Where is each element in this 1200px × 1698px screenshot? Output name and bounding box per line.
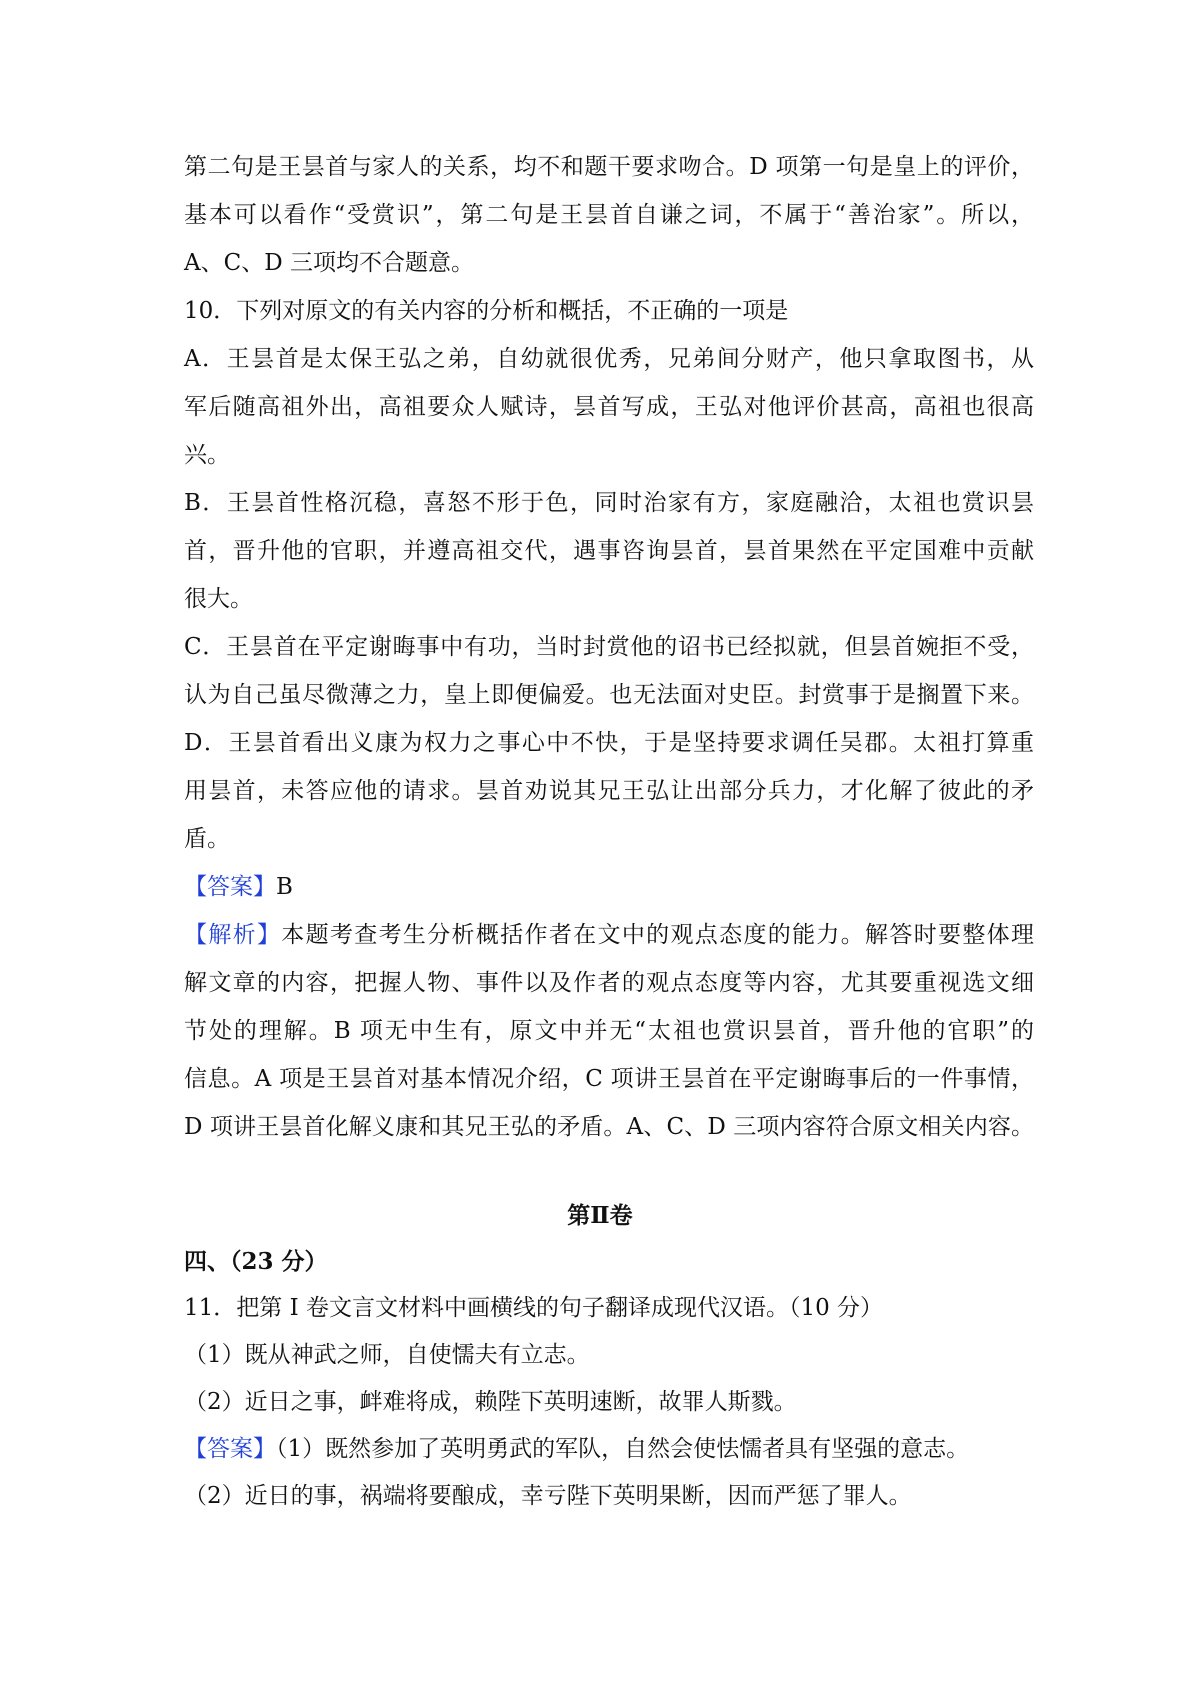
analysis-line	[184, 920, 1034, 950]
answer-value: B	[276, 874, 293, 900]
answer-text: （1）既然参加了英明勇武的军队，自然会使怯懦者具有坚强的意志。	[276, 1436, 970, 1462]
option-b-line: 首，晋升他的官职，并遵高祖交代，遇事咨询昙首，昙首果然在平定国难中贡献	[184, 538, 1034, 564]
section-title: 第Ⅱ卷	[567, 1202, 633, 1229]
answer-tag: 【答案】	[184, 1436, 276, 1462]
analysis-line: 解文章的内容，把握人物、事件以及作者的观点态度等内容，尤其要重视选文细	[184, 970, 1034, 996]
option-c-line: 认为自己虽尽微薄之力，皇上即便偏爱。也无法面对史臣。封赏事于是搁置下来。	[184, 682, 1034, 708]
sentence-1: （1）既从神武之师，自使懦夫有立志。	[184, 1342, 590, 1368]
option-a-line: 兴。	[184, 442, 230, 468]
paragraph-line: A、C、D 三项均不合题意。	[184, 250, 474, 276]
answer-line: （2）近日的事，祸端将要酿成，幸亏陛下英明果断，因而严惩了罪人。	[184, 1483, 912, 1509]
paragraph-line: 基本可以看作“受赏识”，第二句是王昙首自谦之词，不属于“善治家”。所以，	[184, 202, 1034, 228]
answer-tag: 【答案】	[184, 874, 276, 900]
option-d-line: D．王昙首看出义康为权力之事心中不快，于是坚持要求调任吴郡。太祖打算重	[184, 730, 1034, 756]
answer-line	[184, 872, 293, 902]
analysis-line: 节处的理解。B 项无中生有，原文中并无“太祖也赏识昙首，晋升他的官职”的	[184, 1018, 1034, 1044]
answer-line	[184, 1434, 969, 1464]
part-heading: 四、（23 分）	[184, 1248, 328, 1275]
paragraph-line: 第二句是王昙首与家人的关系，均不和题干要求吻合。D 项第一句是皇上的评价，	[184, 154, 1034, 180]
sentence-2: （2）近日之事，衅难将成，赖陛下英明速断，故罪人斯戮。	[184, 1389, 797, 1415]
analysis-tag: 【解析】	[184, 922, 282, 948]
question-10-stem: 10．下列对原文的有关内容的分析和概括，不正确的一项是	[184, 298, 789, 324]
option-d-line: 盾。	[184, 826, 230, 852]
option-a-line: A．王昙首是太保王弘之弟，自幼就很优秀，兄弟间分财产，他只拿取图书，从	[184, 346, 1034, 372]
analysis-text: 本题考查考生分析概括作者在文中的观点态度的能力。解答时要整体理	[281, 922, 1035, 948]
question-11-stem: 11．把第 I 卷文言文材料中画横线的句子翻译成现代汉语。（10 分）	[184, 1295, 884, 1321]
analysis-line: 信息。A 项是王昙首对基本情况介绍，C 项讲王昙首在平定谢晦事后的一件事情，	[184, 1066, 1034, 1092]
option-b-line: 很大。	[184, 586, 253, 612]
option-a-line: 军后随高祖外出，高祖要众人赋诗，昙首写成，王弘对他评价甚高，高祖也很高	[184, 394, 1034, 420]
option-d-line: 用昙首，未答应他的请求。昙首劝说其兄王弘让出部分兵力，才化解了彼此的矛	[184, 778, 1034, 804]
option-b-line: B．王昙首性格沉稳，喜怒不形于色，同时治家有方，家庭融洽，太祖也赏识昙	[184, 490, 1034, 516]
analysis-line: D 项讲王昙首化解义康和其兄王弘的矛盾。A、C、D 三项内容符合原文相关内容。	[184, 1114, 1034, 1140]
option-c-line: C．王昙首在平定谢晦事中有功，当时封赏他的诏书已经拟就，但昙首婉拒不受，	[184, 634, 1034, 660]
